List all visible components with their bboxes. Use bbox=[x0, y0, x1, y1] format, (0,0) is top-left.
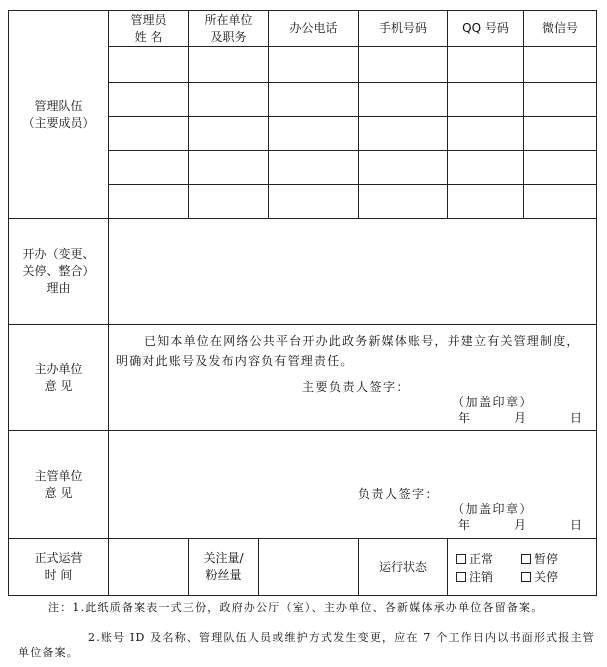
checkbox-icon bbox=[456, 554, 466, 564]
host-year: 年 bbox=[458, 411, 472, 425]
checkbox-icon bbox=[456, 572, 466, 582]
checkbox-icon bbox=[521, 572, 531, 582]
section-team-label: 管理队伍 （主要成员） bbox=[22, 98, 95, 130]
section-host-opinion-label: 主办单位 意 见 bbox=[34, 361, 83, 393]
col-qq: QQ 号码 bbox=[462, 21, 509, 35]
status-option-normal[interactable]: 正常 bbox=[456, 550, 493, 567]
host-day: 日 bbox=[570, 411, 584, 425]
status-option-shutdown[interactable]: 关停 bbox=[521, 568, 558, 585]
status-option-paused[interactable]: 暂停 bbox=[521, 550, 558, 567]
supervisor-day: 日 bbox=[570, 518, 584, 532]
col-wechat: 微信号 bbox=[541, 21, 578, 35]
section-supervisor-opinion-label: 主管单位 意 见 bbox=[34, 468, 83, 500]
host-seal: （加盖印章） bbox=[452, 395, 534, 409]
status-option-cancelled[interactable]: 注销 bbox=[456, 568, 493, 585]
col-unit-title: 所在单位 及职务 bbox=[204, 12, 253, 44]
host-statement: 已知本单位在网络公共平台开办此政务新媒体账号，并建立有关管理制度，明确对此账号及发布内容负有管理责任。 bbox=[116, 334, 580, 368]
checkbox-icon bbox=[521, 554, 531, 564]
note-2: 2.账号 ID 及名称、管理队伍人员或维护方式发生变更，应在 7 个工作日内以书面形式报主管单位备案。 bbox=[18, 631, 595, 659]
supervisor-year: 年 bbox=[458, 518, 472, 532]
host-month: 月 bbox=[514, 411, 528, 425]
supervisor-month: 月 bbox=[514, 518, 528, 532]
status-label: 运行状态 bbox=[378, 559, 427, 574]
section-launch-time-label: 正式运营 时 间 bbox=[34, 551, 83, 582]
host-sign-label: 主要负责人签字： bbox=[302, 380, 411, 394]
note-1: 注：1.此纸质备案表一式三份，政府办公厅（室）、主办单位、各新媒体承办单位各留备案。 bbox=[48, 601, 544, 614]
col-office-phone: 办公电话 bbox=[289, 21, 338, 35]
col-mobile: 手机号码 bbox=[378, 21, 427, 35]
supervisor-sign-label: 负责人签字： bbox=[358, 487, 440, 501]
col-manager-name: 管理员 姓 名 bbox=[130, 12, 167, 44]
section-reason-label: 开办（变更、 关停、整合） 理由 bbox=[22, 247, 95, 295]
followers-label: 关注量/ 粉丝量 bbox=[203, 551, 244, 582]
supervisor-seal: （加盖印章） bbox=[452, 502, 534, 516]
